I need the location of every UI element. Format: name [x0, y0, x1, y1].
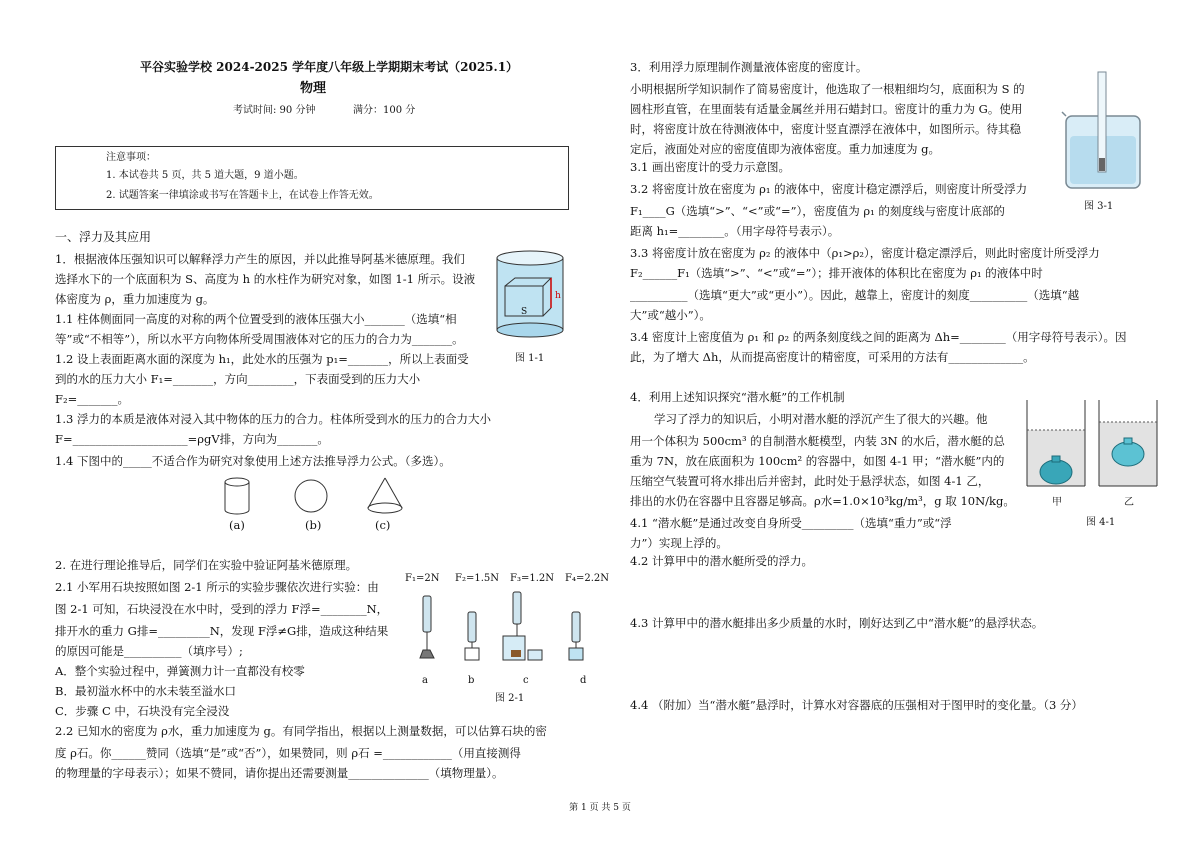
question-text: 的原因可能是__________（填序号）; — [55, 644, 243, 658]
force-label: F₄=2.2N — [565, 573, 609, 584]
question-text: 4．利用上述知识探究“潜水艇”的工作机制 — [630, 390, 845, 404]
question-text: 排出的水仍在容器中且容器足够高。ρ水=1.0×10³kg/m³，g 取 10N/kg。 — [630, 494, 1015, 508]
force-label: F₂=1.5N — [455, 573, 499, 584]
question-text: F₂______F₁（选填“>”、“<”或“=”）；排开液体的体积比在密度为 ρ₁ 的液体中时 — [630, 266, 1043, 280]
question-text: 2. 在进行理论推导后，同学们在实验中验证阿基米德原理。 — [55, 558, 358, 572]
question-text: 压缩空气装置可将水排出后并密封，此时处于悬浮状态，如图 4-1 乙， — [630, 474, 990, 488]
exam-score: 满分：100 分 — [353, 105, 416, 116]
question-text: 距离 h₁=________。（用字母符号表示）。 — [630, 224, 840, 238]
question-text: 1．根据液体压强知识可以解释浮力产生的原因，并以此推导阿基米德原理。我们 — [55, 252, 465, 266]
question-text: 度 ρ石。你______赞同（选填“是”或“否”），如果赞同，则 ρ石 =____________（用直接测得 — [55, 746, 521, 760]
question-text: 3．利用浮力原理制作测量液体密度的密度计。 — [630, 60, 868, 74]
option-b: B．最初溢水杯中的水未装至溢水口 — [55, 684, 236, 698]
cylinder-shape — [225, 478, 249, 514]
fig-h-label: h — [555, 291, 561, 301]
question-text: 2.2 已知水的密度为 ρ水，重力加速度为 g。有同学指出，根据以上测量数据，可以估算石块的密 — [55, 724, 547, 738]
container-label: 乙 — [1124, 497, 1134, 508]
question-text: 圆柱形直管，在里面装有适量金属丝并用石蜡封口。密度计的重力为 G。使用 — [630, 102, 1023, 116]
question-text: 1.1 柱体侧面同一高度的对称的两个位置受到的液体压强大小_______（选填“相 — [55, 312, 457, 326]
question-text: 4.3 计算甲中的潜水艇排出多少质量的水时，刚好达到乙中“潜水艇”的悬浮状态。 — [630, 616, 1044, 630]
spring-scale-figure — [410, 590, 600, 675]
cone-shape — [368, 478, 402, 513]
step-label: c — [523, 675, 529, 686]
question-text: 小明根据所学知识制作了简易密度计，他选取了一根粗细均匀，底面积为 S 的 — [630, 82, 1025, 96]
option-a: A．整个实验过程中，弹簧测力计一直都没有校零 — [55, 664, 305, 678]
question-text: 体密度为 ρ，重力加速度为 g。 — [55, 292, 215, 306]
figure-caption: 图 1-1 — [515, 353, 545, 364]
question-text: 3.4 密度计上密度值为 ρ₁ 和 ρ₂ 的两条刻度线之间的距离为 Δh=________（用字母符号表示）。因 — [630, 330, 1127, 344]
subject-title: 物理 — [300, 81, 327, 96]
question-text: 3.1 画出密度计的受力示意图。 — [630, 160, 790, 174]
question-text: 此，为了增大 Δh，从而提高密度计的精密度，可采用的方法有_____________。 — [630, 350, 1035, 364]
question-text: 选择水下的一个底面积为 S、高度为 h 的水柱作为研究对象，如图 1-1 所示。设液 — [55, 272, 476, 286]
notice-heading: 注意事项： — [106, 152, 156, 163]
spring-scale-d — [569, 612, 583, 660]
container-yi — [1099, 400, 1157, 486]
question-text: 1.2 设上表面距离水面的深度为 h₁，此处水的压强为 p₁=_______，所以上表面受 — [55, 352, 469, 366]
question-text: 用一个体积为 500cm³ 的自制潜水艇模型，内装 3N 的水后，潜水艇的总 — [630, 434, 1005, 448]
spring-scale-b — [465, 612, 479, 660]
question-text: 4.2 计算甲中的潜水艇所受的浮力。 — [630, 554, 813, 568]
question-text: 定后，液面处对应的密度值即为液体密度。重力加速度为 g。 — [630, 142, 941, 156]
figure-caption: 图 4-1 — [1086, 517, 1116, 528]
shape-label: (c) — [375, 518, 391, 532]
force-label: F₁=2N — [405, 573, 440, 584]
step-label: b — [468, 675, 475, 686]
notice-box — [55, 146, 569, 210]
sphere-shape — [295, 480, 327, 512]
question-text: F₁____G（选填“>”、“<”或“=”），密度值为 ρ₁ 的刻度线与密度计底部的 — [630, 204, 1005, 218]
question-text: 到的水的压力大小 F₁=_______，方向________，下表面受到的压力大小 — [55, 372, 421, 386]
fig-s-label: S — [521, 307, 528, 317]
force-label: F₃=1.2N — [510, 573, 554, 584]
exam-title: 平谷实验学校 2024-2025 学年度八年级上学期期末考试（2025.1） — [140, 60, 519, 74]
question-text: 4.1 “潜水艇”是通过改变自身所受_________（选填“重力”或“浮 — [630, 516, 952, 530]
step-label: d — [580, 675, 587, 686]
figure-caption: 图 2-1 — [495, 693, 525, 704]
question-text: 的物理量的字母表示）；如果不赞同，请你提出还需要测量______________（填物理量）。 — [55, 766, 504, 780]
question-text: 4.4 （附加）当“潜水艇”悬浮时，计算水对容器底的压强相对于图甲时的变化量。（3 分） — [630, 698, 1083, 712]
question-text: 等”或“不相等”），所以水平方向物体所受周围液体对它的压力的合力为_______。 — [55, 332, 464, 346]
question-text: 2.1 小军用石块按照如图 2-1 所示的实验步骤依次进行实验：由 — [55, 580, 379, 594]
shape-label: (b) — [305, 518, 322, 532]
hydrometer-beaker-figure — [1058, 66, 1148, 196]
question-text: F=____________________=ρgV排，方向为_______。 — [55, 432, 329, 446]
question-text: 排开水的重力 G排=_________N，发现 F浮≠G排，造成这种结果 — [55, 624, 389, 638]
step-label: a — [422, 675, 428, 686]
question-text: 力”）实现上浮的。 — [630, 536, 728, 550]
spring-scale-c — [503, 592, 542, 660]
container-label: 甲 — [1052, 497, 1062, 508]
question-text: 3.3 将密度计放在密度为 ρ₂ 的液体中（ρ₁>ρ₂），密度计稳定漂浮后，则此时密度计所受浮力 — [630, 246, 1100, 260]
question-text: 时，将密度计放在待测液体中，密度计竖直漂浮在液体中，如图所示。待其稳 — [630, 122, 1021, 136]
spring-scale-a — [420, 596, 434, 658]
container-jia — [1027, 400, 1085, 486]
option-c: C．步骤 C 中，石块没有完全浸没 — [55, 704, 230, 718]
question-text: 1.3 浮力的本质是液体对浸入其中物体的压力的合力。柱体所受到水的压力的合力大小 — [55, 412, 491, 426]
water-column-figure — [493, 248, 568, 348]
question-text: 学习了浮力的知识后，小明对潜水艇的浮沉产生了很大的兴趣。他 — [654, 412, 988, 426]
question-text: F₂=_______。 — [55, 392, 129, 406]
notice-item: 1. 本试卷共 5 页，共 5 道大题，9 道小题。 — [106, 170, 304, 181]
section-heading: 一、浮力及其应用 — [55, 230, 152, 244]
notice-item: 2. 试题答案一律填涂或书写在答题卡上，在试卷上作答无效。 — [106, 190, 379, 201]
question-text: 大”或“越小”）。 — [630, 308, 711, 322]
figure-caption: 图 3-1 — [1084, 201, 1114, 212]
question-text: 3.2 将密度计放在密度为 ρ₁ 的液体中，密度计稳定漂浮后，则密度计所受浮力 — [630, 182, 1028, 196]
question-text: 重为 7N，放在底面积为 100cm² 的容器中，如图 4-1 甲；“潜水艇”内的 — [630, 454, 1005, 468]
question-text: 图 2-1 可知，石块浸没在水中时，受到的浮力 F浮=________N， — [55, 602, 389, 616]
question-text: 1.4 下图中的_____不适合作为研究对象使用上述方法推导浮力公式。（多选）。 — [55, 454, 451, 468]
exam-time: 考试时间: 90 分钟 — [233, 105, 316, 116]
shape-label: (a) — [229, 518, 245, 532]
question-text: __________（选填“更大”或“更小”）。因此，越靠上，密度计的刻度__________（选填“越 — [630, 288, 1080, 302]
page-footer: 第 1 页 共 5 页 — [569, 803, 631, 813]
submarine-figure — [1025, 398, 1160, 493]
